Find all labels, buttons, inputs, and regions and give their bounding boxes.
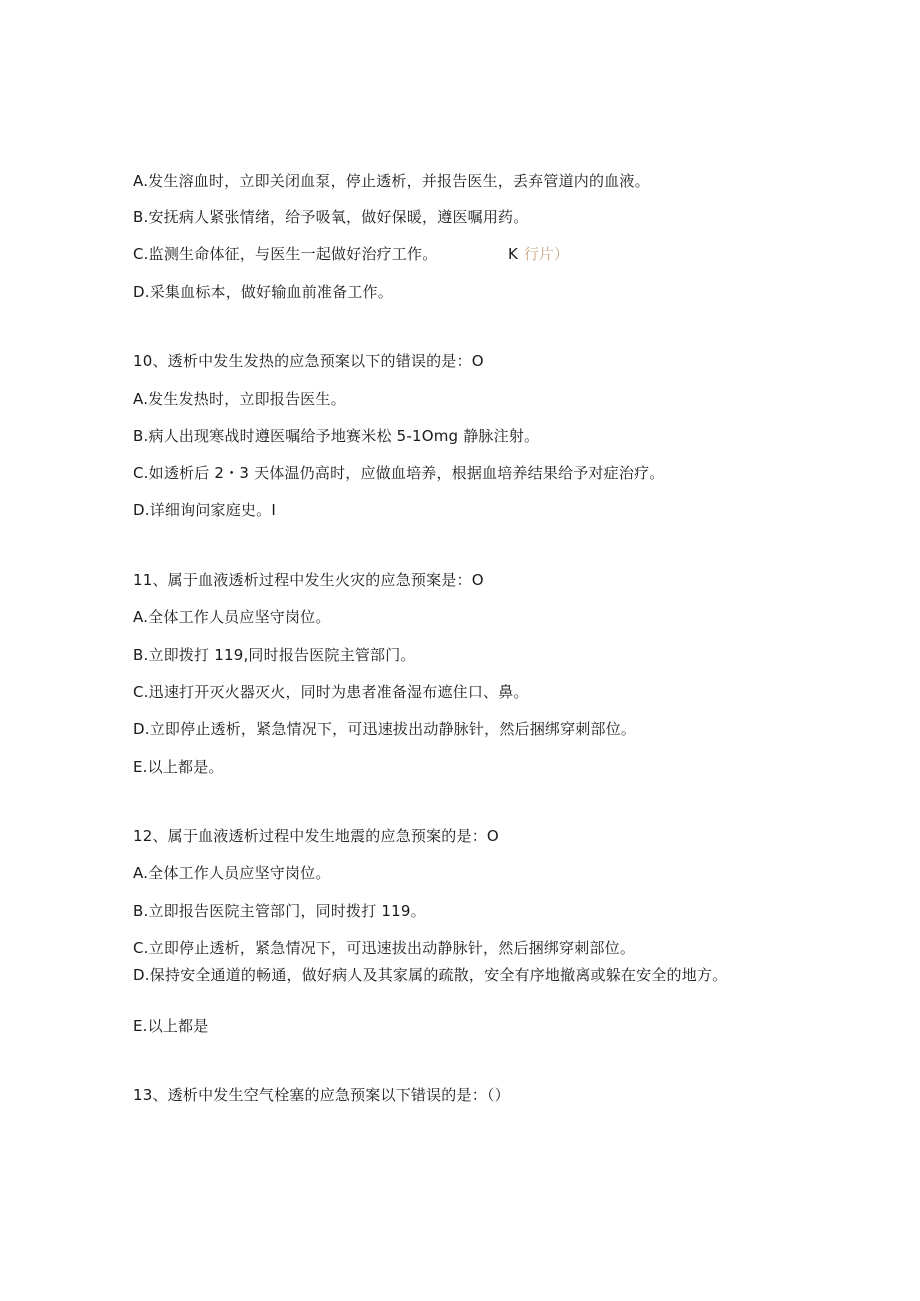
q10-option-d: D.详细询问家庭史。I	[133, 501, 276, 519]
q10-option-c: C.如透析后 2・3 天体温仍高时，应做血培养，根据血培养结果给予对症治疗。	[133, 464, 665, 482]
q9-option-d: D.采集血标本，做好输血前准备工作。	[133, 283, 393, 301]
q11-option-e: E.以上都是。	[133, 758, 224, 776]
q12-option-b: B.立即报告医院主管部门，同时拨打 119。	[133, 902, 426, 920]
q9-option-b: B.安抚病人紧张情绪，给予吸氧，做好保暖，遵医嘱用药。	[133, 208, 529, 226]
note-faint-text: 行片）	[523, 245, 569, 263]
q11-question: 11、属于血液透析过程中发生火灾的应急预案是：O	[133, 571, 484, 589]
q11-option-c: C.迅速打开灭火器灭火，同时为患者准备湿布遮住口、鼻。	[133, 683, 529, 701]
q9-option-c: C.监测生命体征，与医生一起做好治疗工作。	[133, 245, 438, 263]
q10-option-b: B.病人出现寒战时遵医嘱给予地赛米松 5-1Omg 静脉注射。	[133, 427, 540, 445]
q9-option-a: A.发生溶血时，立即关闭血泵，停止透析，并报告医生，丢弃管道内的血液。	[133, 172, 650, 190]
q13-question: 13、透析中发生空气栓塞的应急预案以下错误的是：（）	[133, 1086, 510, 1104]
q12-option-d: D.保持安全通道的畅通，做好病人及其家属的疏散，安全有序地撤离或躲在安全的地方。	[133, 966, 728, 984]
note-k: K	[508, 245, 518, 263]
q12-option-a: A.全体工作人员应坚守岗位。	[133, 864, 331, 882]
q10-option-a: A.发生发热时，立即报告医生。	[133, 390, 346, 408]
q11-option-d: D.立即停止透析，紧急情况下，可迅速拔出动静脉针，然后捆绑穿刺部位。	[133, 720, 637, 738]
q10-question: 10、透析中发生发热的应急预案以下的错误的是：O	[133, 352, 484, 370]
q12-option-e: E.以上都是	[133, 1017, 209, 1035]
q9-option-c-margin-note	[508, 245, 569, 263]
q11-option-b: B.立即拨打 119,同时报告医院主管部门。	[133, 646, 416, 664]
q11-option-a: A.全体工作人员应坚守岗位。	[133, 608, 331, 626]
q12-question: 12、属于血液透析过程中发生地震的应急预案的是：O	[133, 827, 499, 845]
q12-option-c: C.立即停止透析，紧急情况下，可迅速拔出动静脉针，然后捆绑穿刺部位。	[133, 939, 636, 957]
